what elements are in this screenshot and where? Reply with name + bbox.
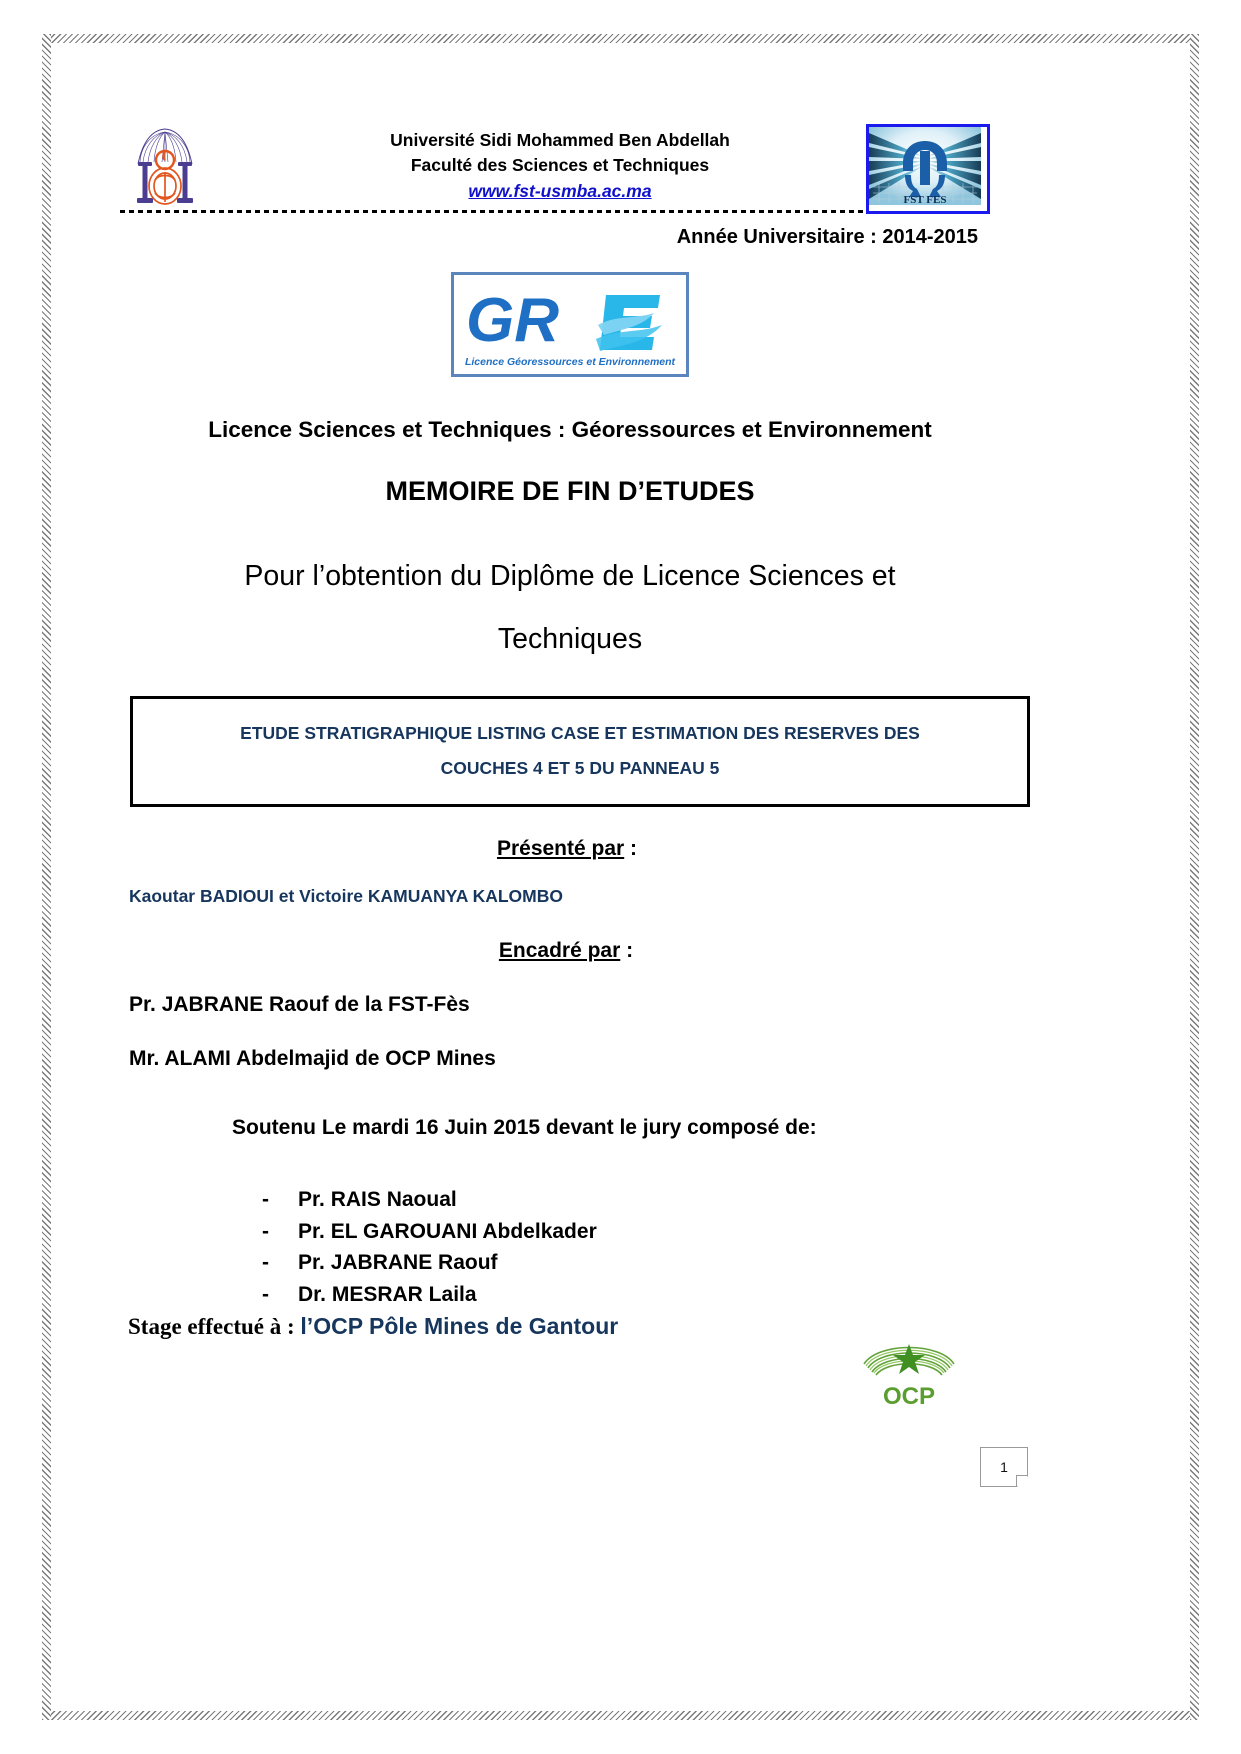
jury-member-name: Pr. JABRANE Raouf [298, 1251, 498, 1275]
supervised-by-label: Encadré par [498, 938, 621, 962]
document-content [120, 100, 1020, 1340]
jury-bullet-dash: - [262, 1283, 269, 1307]
internship-place: l’OCP Pôle Mines de Gantour [300, 1313, 619, 1340]
university-website-link[interactable]: www.fst-usmba.ac.ma [468, 180, 652, 201]
academic-year: Année Universitaire : 2014-2015 [676, 226, 978, 248]
degree-purpose-line-1: Pour l’obtention du Diplôme de Licence Sciences et [244, 560, 896, 592]
jury-bullet-dash: - [262, 1219, 269, 1243]
jury-member [262, 1184, 1020, 1216]
gre-program-logo-icon [451, 272, 689, 377]
page-number-badge [980, 1447, 1028, 1487]
thesis-subject-line-2: COUCHES 4 ET 5 DU PANNEAU 5 [440, 757, 720, 778]
document-type-title: MEMOIRE DE FIN D’ETUDES [385, 476, 755, 506]
faculty-name: Faculté des Sciences et Techniques [410, 155, 710, 176]
degree-purpose-line-2: Techniques [497, 622, 643, 655]
page-number: 1 [1000, 1459, 1008, 1475]
document-header [120, 100, 1020, 208]
supervisor-1: Pr. JABRANE Raouf de la FST-Fès [129, 992, 470, 1016]
header-divider [120, 210, 978, 213]
jury-list [120, 1184, 1020, 1312]
supervised-by-heading [120, 939, 1020, 963]
thesis-subject-line-1: ETUDE STRATIGRAPHIQUE LISTING CASE ET ESTIMATION DES RESERVES DES [240, 723, 920, 744]
university-heading [250, 128, 870, 204]
degree-purpose-line [120, 545, 1020, 670]
page-corner-fold [1017, 1476, 1028, 1487]
svg-text:FST FES: FST FES [903, 194, 947, 205]
gre-logo-container [120, 272, 1020, 377]
internship-label: Stage effectué à : [128, 1314, 301, 1340]
presented-by-colon: : [624, 836, 638, 860]
jury-member [262, 1279, 1020, 1311]
jury-member [262, 1247, 1020, 1279]
jury-bullet-dash: - [262, 1187, 269, 1211]
supervised-by-colon: : [620, 938, 634, 962]
svg-text:GR: GR [466, 286, 559, 355]
defense-date-line: Soutenu Le mardi 16 Juin 2015 devant le jury composé de: [232, 1115, 817, 1139]
ocp-company-logo-icon [848, 1322, 970, 1420]
jury-member-name: Pr. EL GAROUANI Abdelkader [298, 1219, 597, 1243]
jury-member-name: Dr. MESRAR Laila [298, 1283, 477, 1307]
fst-fes-logo-icon [866, 124, 990, 214]
thesis-subject-box [130, 696, 1030, 806]
page-border-right [1190, 34, 1199, 1720]
jury-bullet-dash: - [262, 1251, 269, 1275]
presented-by-label: Présenté par [496, 836, 625, 860]
page-border-top [42, 34, 1199, 43]
svg-text:OCP: OCP [882, 1383, 936, 1410]
supervisor-2: Mr. ALAMI Abdelmajid de OCP Mines [129, 1046, 496, 1070]
program-title: Licence Sciences et Techniques : Géoressources et Environnement [208, 417, 932, 442]
authors-list: Kaoutar BADIOUI et Victoire KAMUANYA KALOMBO [129, 885, 563, 906]
gre-logo-caption: Licence Géoressources et Environnement [464, 356, 676, 368]
university-name: Université Sidi Mohammed Ben Abdellah [390, 130, 730, 150]
jury-member-name: Pr. RAIS Naoual [298, 1187, 457, 1211]
presented-by-heading [120, 837, 1020, 861]
jury-member [262, 1216, 1020, 1248]
page-border-left [42, 34, 51, 1720]
page-border-bottom [42, 1711, 1199, 1720]
usmba-university-logo-icon [129, 112, 201, 208]
